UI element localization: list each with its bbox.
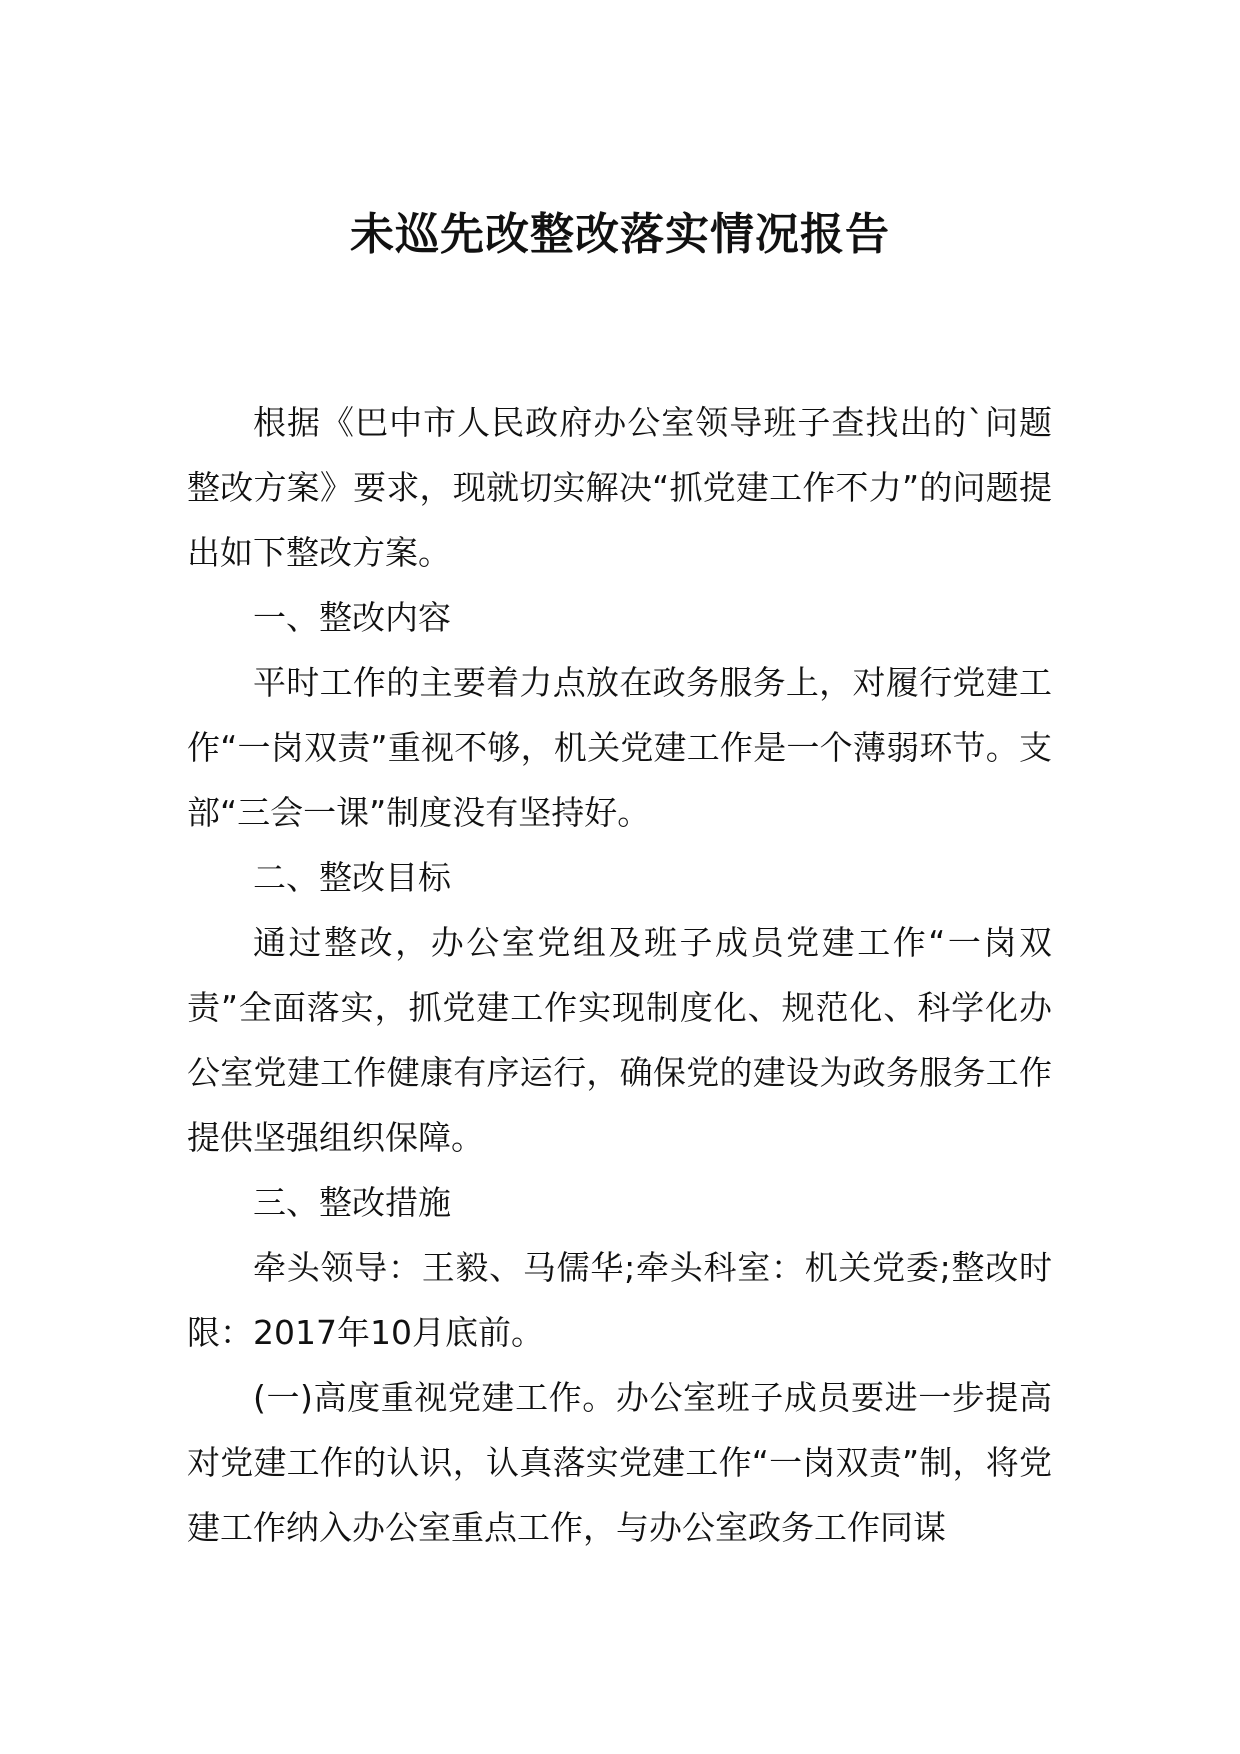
goal-paragraph: 通过整改，办公室党组及班子成员党建工作“一岗双责”全面落实，抓党建工作实现制度化、规范化、科学化办公室党建工作健康有序运行，确保党的建设为政务服务工作提供坚强组织保障。 <box>187 923 1052 1157</box>
document-body <box>187 390 1052 1560</box>
document-title: 未巡先改整改落实情况报告 <box>350 209 890 260</box>
section-heading-measures: 三、整改措施 <box>253 1183 451 1222</box>
measures-lead-paragraph: 牵头领导：王毅、马儒华;牵头科室：机关党委;整改时限：2017年10月底前。 <box>187 1248 1052 1352</box>
intro-paragraph: 根据《巴中市人民政府办公室领导班子查找出的`问题整改方案》要求，现就切实解决“抓党建工作不力”的问题提出如下整改方案。 <box>187 403 1052 572</box>
measure-one-paragraph: (一)高度重视党建工作。办公室班子成员要进一步提高对党建工作的认识，认真落实党建工作“一岗双责”制，将党建工作纳入办公室重点工作，与办公室政务工作同谋 <box>187 1378 1052 1547</box>
section-heading-content: 一、整改内容 <box>253 598 451 637</box>
section-heading-goal: 二、整改目标 <box>253 858 451 897</box>
content-paragraph: 平时工作的主要着力点放在政务服务上，对履行党建工作“一岗双责”重视不够，机关党建工作是一个薄弱环节。支部“三会一课”制度没有坚持好。 <box>187 663 1052 832</box>
